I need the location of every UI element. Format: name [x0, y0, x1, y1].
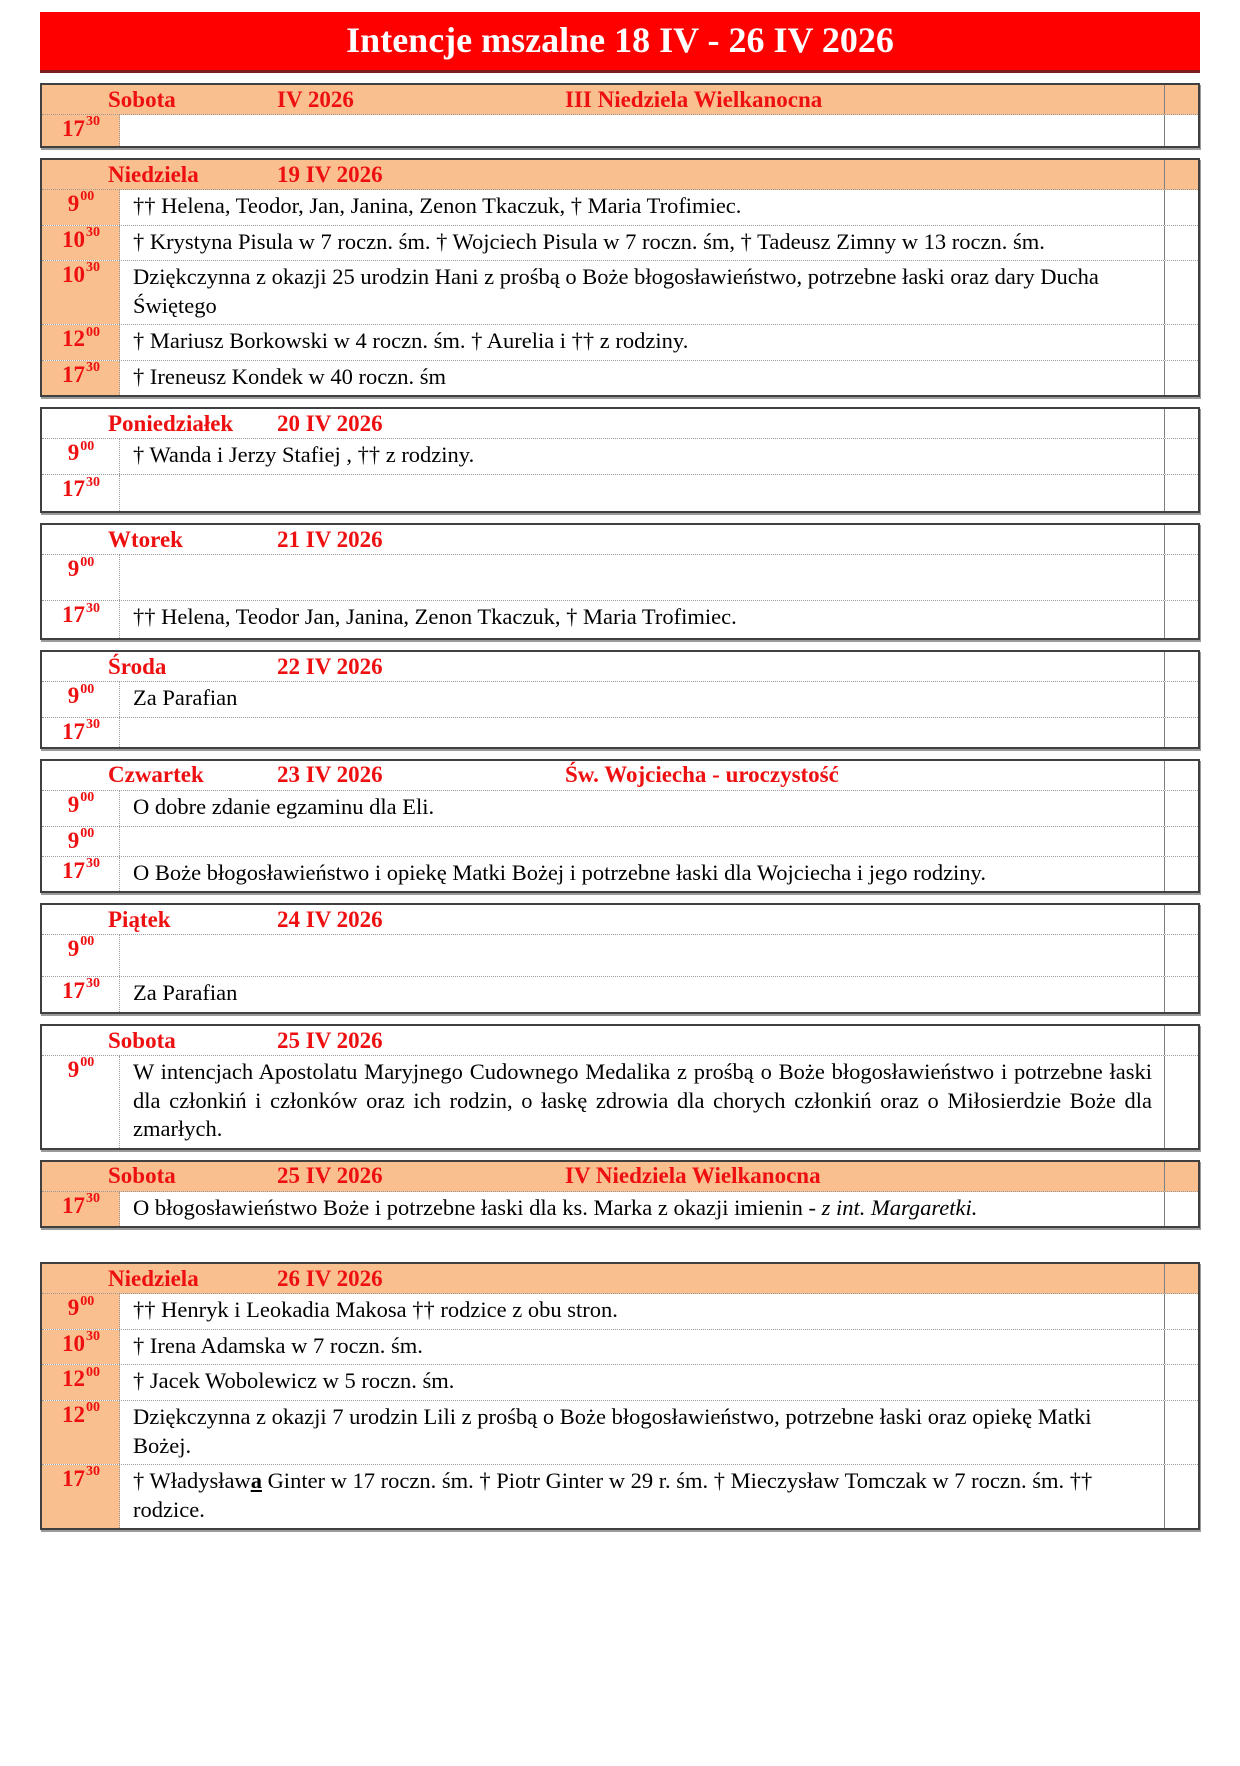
day-section-sobota [40, 83, 1200, 148]
mass-row [42, 717, 1198, 747]
section-header [42, 905, 1198, 935]
day-label: Poniedziałek [108, 410, 234, 436]
day-label: Sobota [108, 1163, 176, 1189]
intention-segment: † Ireneusz Kondek w 40 roczn. śm [133, 363, 447, 389]
spacer-cell [1164, 1162, 1198, 1191]
intention-segment: Dziękczynna z okazji 7 urodzin Lili z prośbą o Boże błogosławieństwo, potrzebne łaski oraz opiekę Matki Bożej. [133, 1404, 1092, 1458]
mass-row [42, 1329, 1198, 1365]
date-label: 23 IV 2026 [277, 762, 383, 788]
date-label: 26 IV 2026 [277, 1265, 383, 1291]
section-header [42, 85, 1198, 115]
day-section-środa [40, 650, 1200, 749]
feast-label: IV Niedziela Wielkanocna [565, 1163, 821, 1189]
spacer-cell [1164, 525, 1198, 554]
intention-segment: O dobre zdanie egzaminu dla Eli. [133, 793, 435, 819]
intention-segment: O Boże błogosławieństwo i opiekę Matki Bożej i potrzebne łaski dla Wojciecha i jego rodziny. [133, 859, 986, 885]
mass-row [42, 791, 1198, 826]
spacer-cell [1164, 555, 1198, 600]
day-label: Sobota [108, 86, 176, 112]
day-section-niedziela [40, 1262, 1200, 1530]
spacer-cell [1164, 1294, 1198, 1329]
date-label: 25 IV 2026 [277, 1027, 383, 1053]
spacer-cell [1164, 827, 1198, 856]
mass-row [42, 260, 1198, 324]
time-cell: $17^{30}$ [42, 601, 120, 638]
time-cell: $10^{30}$ [42, 261, 120, 324]
spacer-cell [1164, 115, 1198, 146]
spacer-cell [1164, 361, 1198, 396]
date-label: 19 IV 2026 [277, 161, 383, 187]
time-cell: $17^{30}$ [42, 1465, 120, 1528]
date-label: 21 IV 2026 [277, 526, 383, 552]
date-label: IV 2026 [277, 86, 354, 112]
intention-text [120, 325, 1164, 360]
intention-segment: Dziękczynna z okazji 25 urodzin Hani z prośbą o Boże błogosławieństwo, potrzebne łaski oraz dary Ducha Świętego [133, 264, 1099, 318]
mass-row [42, 474, 1198, 511]
page-title: Intencje mszalne 18 IV - 26 IV 2026 [346, 20, 894, 60]
mass-row [42, 115, 1198, 146]
day-label: Niedziela [108, 161, 199, 187]
mass-row [42, 935, 1198, 976]
intention-text [120, 857, 1164, 892]
intention-text [120, 115, 1164, 146]
intention-text [120, 935, 1164, 976]
mass-row [42, 439, 1198, 474]
intention-text [120, 977, 1164, 1012]
intention-text [120, 1192, 1164, 1227]
day-section-wtorek [40, 523, 1200, 640]
day-section-niedziela [40, 158, 1200, 397]
intention-segment: † Władysław [133, 1468, 251, 1494]
time-cell: $9^{00}$ [42, 439, 120, 474]
spacer-cell [1164, 439, 1198, 474]
intention-text [120, 1465, 1164, 1528]
mass-row [42, 225, 1198, 261]
spacer-cell [1164, 1465, 1198, 1528]
intention-text [120, 718, 1164, 747]
mass-row [42, 1400, 1198, 1464]
spacer-cell [1164, 475, 1198, 511]
spacer-cell [1164, 1192, 1198, 1227]
time-cell: $17^{30}$ [42, 1192, 120, 1227]
time-cell: $9^{00}$ [42, 1056, 120, 1148]
intention-text [120, 439, 1164, 474]
intention-segment: †† Helena, Teodor, Jan, Janina, Zenon Tkaczuk, † Maria Trofimiec. [133, 193, 742, 218]
intention-segment: † Krystyna Pisula w 7 roczn. śm. † Wojciech Pisula w 7 roczn. śm, † Tadeusz Zimny w 13 roczn. śm. [133, 228, 1045, 254]
intention-text [120, 1401, 1164, 1464]
spacer-cell [1164, 652, 1198, 681]
mass-row [42, 600, 1198, 638]
intention-segment: O błogosławieństwo Boże i potrzebne łaski dla ks. Marka z okazji imienin - [133, 1194, 822, 1220]
day-section-poniedziałek [40, 407, 1200, 513]
intention-segment: †† Helena, Teodor Jan, Janina, Zenon Tkaczuk, † Maria Trofimiec. [133, 604, 737, 630]
spacer-cell [1164, 1365, 1198, 1400]
feast-label: III Niedziela Wielkanocna [565, 86, 823, 112]
time-cell: $9^{00}$ [42, 827, 120, 856]
intention-segment: Za Parafian [133, 980, 238, 1006]
time-cell: $10^{30}$ [42, 226, 120, 261]
mass-row [42, 324, 1198, 360]
time-cell: $17^{30}$ [42, 475, 120, 511]
day-section-piątek [40, 903, 1200, 1014]
spacer-cell [1164, 1330, 1198, 1365]
intention-text [120, 261, 1164, 324]
spacer-cell [1164, 85, 1198, 114]
spacer-cell [1164, 190, 1198, 225]
intention-segment: † Wanda i Jerzy Stafiej , †† z rodziny. [133, 442, 475, 468]
spacer-cell [1164, 1026, 1198, 1055]
intention-segment: † Irena Adamska w 7 roczn. śm. [133, 1332, 423, 1358]
time-cell: $9^{00}$ [42, 1294, 120, 1329]
intention-text [120, 601, 1164, 638]
mass-row [42, 1464, 1198, 1528]
intention-segment: Ginter w 17 roczn. śm. † Piotr Ginter w 29 r. śm. † Mieczysław Tomczak w 7 roczn. śm. †† rodzice. [133, 1468, 1093, 1522]
spacer-cell [1164, 761, 1198, 790]
mass-row [42, 360, 1198, 396]
section-header [42, 409, 1198, 439]
day-label: Wtorek [108, 526, 183, 552]
mass-row [42, 190, 1198, 225]
day-label: Niedziela [108, 1265, 199, 1291]
time-cell: $9^{00}$ [42, 190, 120, 225]
date-label: 24 IV 2026 [277, 906, 383, 932]
time-cell: $9^{00}$ [42, 682, 120, 717]
section-header [42, 652, 1198, 682]
time-cell: $9^{00}$ [42, 935, 120, 976]
section-header [42, 1162, 1198, 1192]
spacer-cell [1164, 905, 1198, 934]
intention-segment: †† Henryk i Leokadia Makosa †† rodzice z obu stron. [133, 1297, 618, 1323]
time-cell: $17^{30}$ [42, 977, 120, 1012]
intention-segment: a [250, 1468, 262, 1494]
spacer-cell [1164, 791, 1198, 826]
date-label: 20 IV 2026 [277, 410, 383, 436]
time-cell: $12^{00}$ [42, 1365, 120, 1400]
spacer-cell [1164, 1401, 1198, 1464]
time-cell: $10^{30}$ [42, 1330, 120, 1365]
spacer-cell [1164, 160, 1198, 189]
intention-text [120, 1365, 1164, 1400]
intention-segment: † Jacek Wobolewicz w 5 roczn. śm. [133, 1368, 455, 1394]
intention-text [120, 827, 1164, 856]
intention-segment: W intencjach Apostolatu Maryjnego Cudownego Medalika z prośbą o Boże błogosławieństwo i potrzebne łaski dla członkiń i członków oraz ich rodzin, o łaskę zdrowia dla chorych członkiń oraz o Miłosierdzie Boże dla zmarłych. [133, 1059, 1152, 1142]
time-cell: $12^{00}$ [42, 1401, 120, 1464]
time-cell: $9^{00}$ [42, 791, 120, 826]
section-header [42, 160, 1198, 190]
intention-text [120, 1294, 1164, 1329]
feast-label: Św. Wojciecha - uroczystość [565, 762, 839, 788]
day-section-sobota [40, 1024, 1200, 1150]
day-label: Czwartek [108, 762, 204, 788]
intention-segment: z int. Margaretki. [821, 1194, 978, 1220]
day-section-sobota [40, 1160, 1200, 1229]
intention-text [120, 226, 1164, 261]
day-label: Środa [108, 653, 167, 679]
section-header [42, 1026, 1198, 1056]
intention-text [120, 1330, 1164, 1365]
time-cell: $12^{00}$ [42, 325, 120, 360]
mass-row [42, 1056, 1198, 1148]
mass-row [42, 1364, 1198, 1400]
intention-text [120, 190, 1164, 225]
date-label: 22 IV 2026 [277, 653, 383, 679]
intention-text [120, 361, 1164, 396]
spacer-cell [1164, 718, 1198, 747]
mass-row [42, 826, 1198, 856]
time-cell: $17^{30}$ [42, 361, 120, 396]
section-header [42, 525, 1198, 555]
mass-row [42, 555, 1198, 600]
day-section-czwartek [40, 759, 1200, 893]
spacer-cell [1164, 857, 1198, 892]
time-cell: $9^{00}$ [42, 555, 120, 600]
intention-text [120, 791, 1164, 826]
intention-text [120, 1056, 1164, 1148]
time-cell: $17^{30}$ [42, 115, 120, 146]
day-label: Piątek [108, 906, 171, 932]
spacer-cell [1164, 261, 1198, 324]
time-cell: $17^{30}$ [42, 857, 120, 892]
title-banner [40, 12, 1200, 73]
mass-row [42, 856, 1198, 892]
mass-row [42, 1192, 1198, 1227]
intention-text [120, 682, 1164, 717]
schedule-table [40, 83, 1200, 1530]
spacer-cell [1164, 601, 1198, 638]
mass-row [42, 682, 1198, 717]
mass-row [42, 976, 1198, 1012]
spacer-cell [1164, 325, 1198, 360]
spacer-cell [1164, 935, 1198, 976]
spacer-cell [1164, 226, 1198, 261]
intention-text [120, 475, 1164, 511]
intention-text [120, 555, 1164, 600]
intention-segment: Za Parafian [133, 685, 238, 711]
day-label: Sobota [108, 1027, 176, 1053]
spacer-cell [1164, 1056, 1198, 1148]
intention-segment: † Mariusz Borkowski w 4 roczn. śm. † Aurelia i †† z rodziny. [133, 328, 689, 354]
spacer-cell [1164, 977, 1198, 1012]
date-label: 25 IV 2026 [277, 1163, 383, 1189]
time-cell: $17^{30}$ [42, 718, 120, 747]
section-header [42, 1264, 1198, 1294]
spacer-cell [1164, 1264, 1198, 1293]
section-header [42, 761, 1198, 791]
spacer-cell [1164, 682, 1198, 717]
mass-row [42, 1294, 1198, 1329]
spacer-cell [1164, 409, 1198, 438]
